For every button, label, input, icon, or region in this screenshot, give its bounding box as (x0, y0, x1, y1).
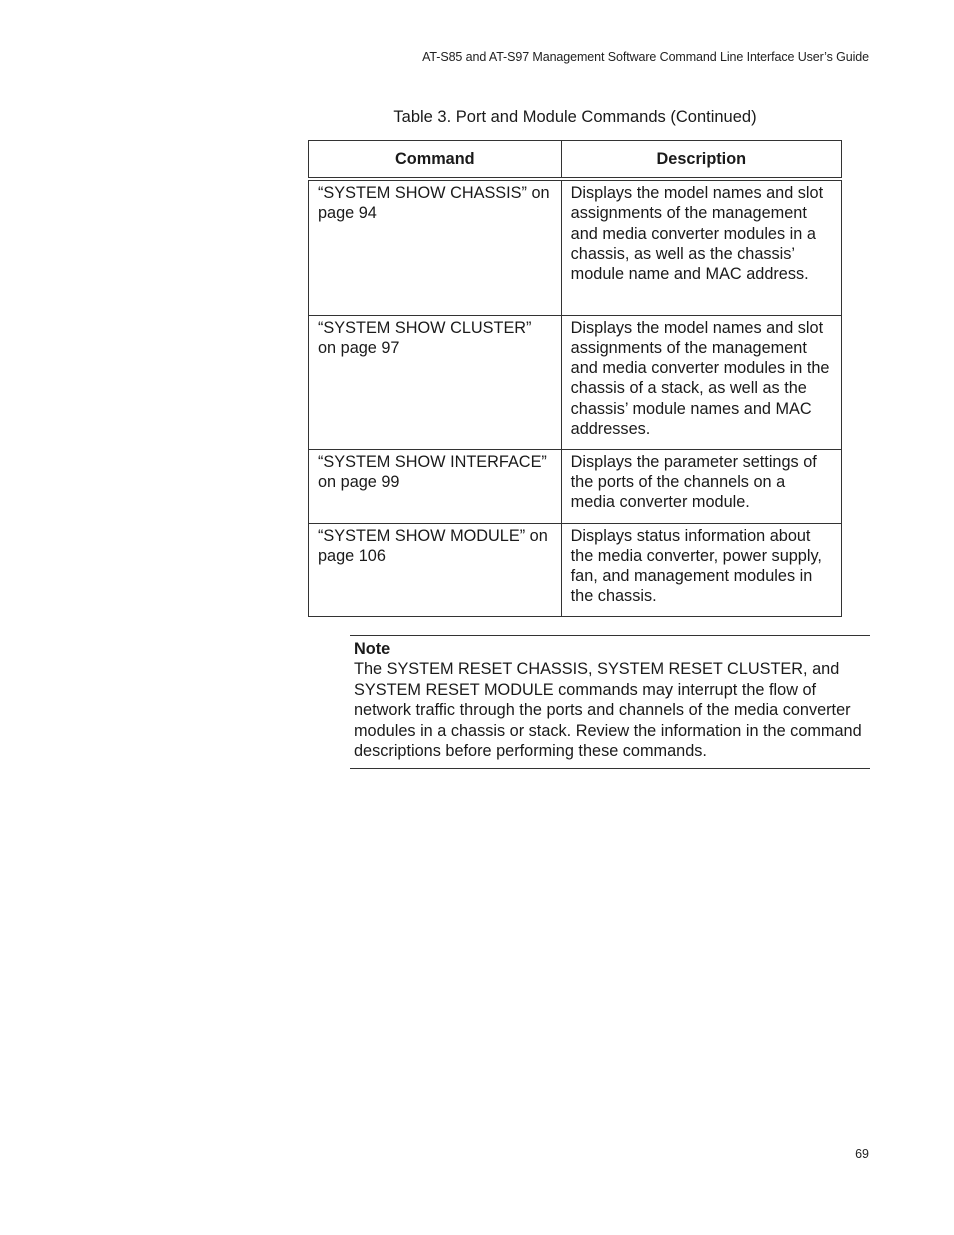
command-cell: “SYSTEM SHOW CHASSIS” on page 94 (309, 179, 562, 315)
column-header-command: Command (309, 141, 562, 180)
note-title: Note (354, 640, 391, 658)
column-header-description: Description (561, 141, 841, 180)
table-row (309, 523, 842, 616)
page-number: 69 (855, 1147, 869, 1161)
command-cell: “SYSTEM SHOW CLUSTER” on page 97 (309, 315, 562, 449)
table-row (309, 315, 842, 449)
description-cell: Displays the model names and slot assignments of the management and media converter modules in a chassis, as well as the chassis’ module name and MAC address. (561, 179, 841, 315)
table-row (309, 179, 842, 315)
note-block (350, 635, 870, 769)
description-cell: Displays the parameter settings of the ports of the channels on a media converter module. (561, 449, 841, 523)
command-cell: “SYSTEM SHOW INTERFACE” on page 99 (309, 449, 562, 523)
note-body: The SYSTEM RESET CHASSIS, SYSTEM RESET CLUSTER, and SYSTEM RESET MODULE commands may interrupt the flow of network traffic through the ports and channels of the media converter modules in a chassis or stack. Review the information in the command descriptions before performing these commands. (354, 660, 862, 761)
description-cell: Displays the model names and slot assignments of the management and media converter modules in the chassis of a stack, as well as the chassis’ module names and MAC addresses. (561, 315, 841, 449)
command-cell: “SYSTEM SHOW MODULE” on page 106 (309, 523, 562, 616)
commands-table (308, 140, 842, 617)
table-caption: Table 3. Port and Module Commands (Continued) (393, 108, 757, 126)
table-row (309, 449, 842, 523)
running-header: AT-S85 and AT-S97 Management Software Command Line Interface User’s Guide (422, 50, 869, 64)
description-cell: Displays status information about the media converter, power supply, fan, and management modules in the chassis. (561, 523, 841, 616)
table-header-row (309, 141, 842, 180)
